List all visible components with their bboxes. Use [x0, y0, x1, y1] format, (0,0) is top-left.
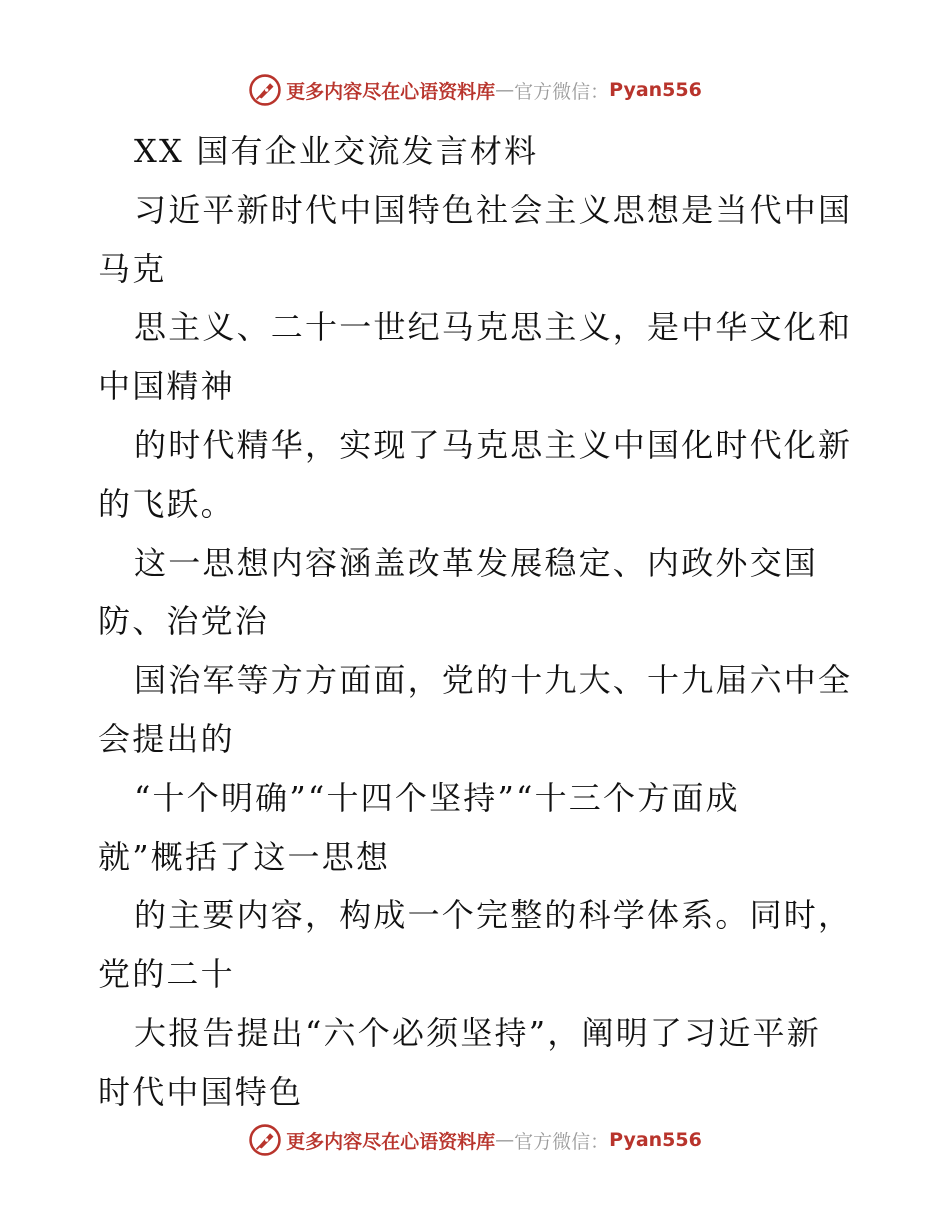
paragraph-line: 这一思想内容涵盖改革发展稳定、内政外交国 — [134, 543, 819, 582]
document-body — [98, 122, 858, 1122]
paragraph-line: 的主要内容，构成一个完整的科学体系。同时， — [134, 896, 853, 935]
brand-text: 更多内容尽在心语资料库 — [286, 1130, 496, 1153]
pen-nib-logo-icon — [248, 73, 282, 107]
paragraph-line: 中国精神 — [98, 367, 235, 406]
pen-nib-logo-icon — [248, 1123, 282, 1157]
paragraph-line: XX 国有企业交流发言材料 — [134, 132, 539, 170]
paragraph-line: 的时代精华，实现了马克思主义中国化时代化新 — [134, 425, 853, 464]
banner-dash: — — [495, 1129, 515, 1151]
header-banner — [0, 70, 950, 110]
paragraph-line: 的飞跃。 — [98, 484, 235, 523]
paragraph-line: 就”概括了这一思想 — [98, 837, 391, 876]
paragraph-line: 党的二十 — [98, 955, 235, 994]
banner-dash: — — [495, 79, 515, 101]
paragraph-line: 思主义、二十一世纪马克思主义，是中华文化和 — [134, 308, 853, 347]
paragraph-line: 马克 — [98, 249, 167, 288]
paragraph-line: 防、治党治 — [98, 602, 270, 641]
paragraph-line: 会提出的 — [98, 719, 235, 758]
footer-banner — [0, 1120, 950, 1160]
paragraph-line: 国治军等方方面面，党的十九大、十九届六中全 — [134, 661, 853, 700]
contact-id: Pyan556 — [609, 1129, 702, 1151]
paragraph-line: “十个明确”“十四个坚持”“十三个方面成 — [134, 778, 740, 817]
paragraph-line: 大报告提出“六个必须坚持”，阐明了习近平新 — [134, 1013, 821, 1052]
paragraph-line: 习近平新时代中国特色社会主义思想是当代中国 — [134, 190, 853, 229]
brand-text: 更多内容尽在心语资料库 — [286, 80, 496, 103]
paragraph-line: 时代中国特色 — [98, 1072, 304, 1111]
contact-label: 官方微信： — [514, 1130, 610, 1153]
contact-id: Pyan556 — [609, 79, 702, 101]
contact-label: 官方微信： — [514, 80, 610, 103]
